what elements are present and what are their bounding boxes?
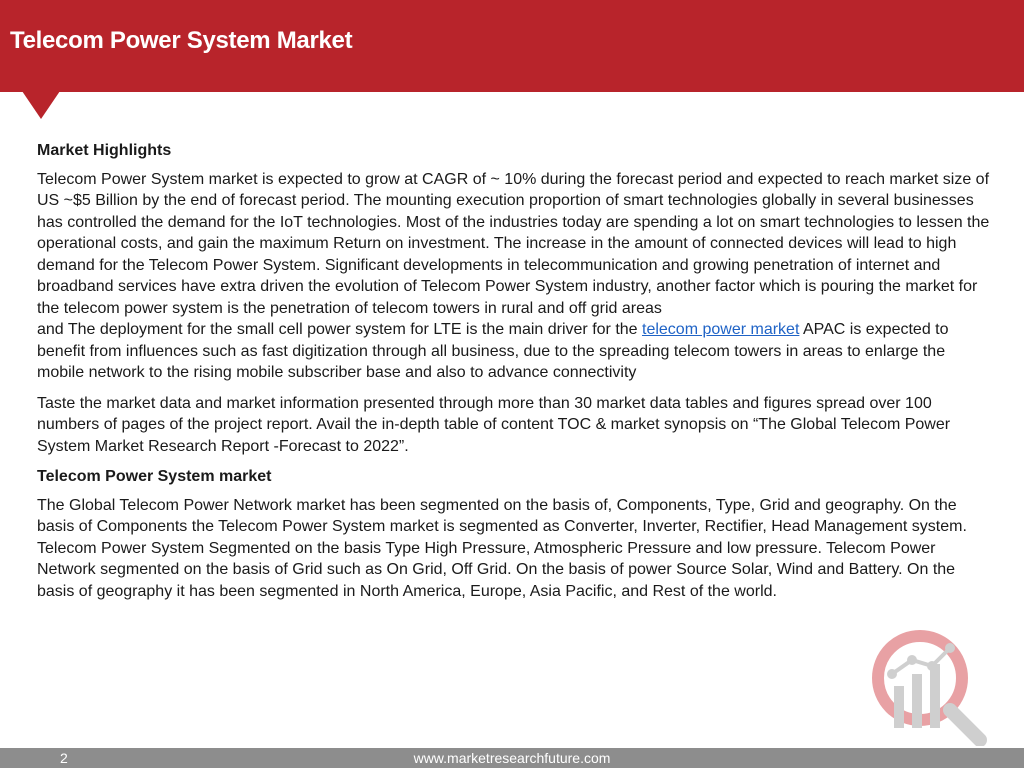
market-highlights-heading: Market Highlights [37, 142, 172, 159]
report-info-paragraph: Taste the market data and market information presented through more than 30 market data tables and figures spread over 100 numbers of pages of the project report. Avail the in-depth table of content TOC & market synopsis on “The Global Telecom Power System Market Research Report -Forecast to 2022”. [37, 394, 951, 455]
highlights-text-continued: and The deployment for the small cell power system for LTE is the main driver for the [37, 321, 642, 338]
page-title: Telecom Power System Market [10, 27, 353, 54]
footer-url[interactable]: www.marketresearchfuture.com [413, 750, 611, 766]
header-bar [0, 0, 1024, 92]
highlights-paragraph [37, 169, 992, 384]
page-number: 2 [60, 750, 68, 766]
content-body [37, 140, 992, 611]
highlights-text-end: APAC is expected to benefit from influences such as fast digitization through all business, due to the spreading telecom towers in areas to enlarge the mobile network to the rising mobile subscriber base and also to advance connectivity [37, 321, 949, 381]
highlights-text: Telecom Power System market is expected to grow at CAGR of ~ 10% during the forecast period and expected to reach market size of US ~$5 Billion by the end of forecast period. The mounting execution proportion of smart technologies globally in several businesses has controlled the demand for the IoT technologies. Most of the industries today are spending a lot on smart technologies to lessen the operational costs, and gain the maximum Return on investment. The increase in the amount of connected devices will lead to high demand for the Telecom Power System. Significant developments in telecommunication and growing penetration of internet and broadband services have extra driven the evolution of Telecom Power System industry, another factor which is pouring the market for the telecom power system is the penetration of telecom towers in rural and off grid areas [37, 170, 990, 317]
magnifier-chart-logo-icon [862, 626, 992, 746]
segment-heading: Telecom Power System market [37, 468, 272, 485]
header-pointer [22, 91, 60, 119]
segmentation-paragraph: The Global Telecom Power Network market has been segmented on the basis of, Components, Type, Grid and geography. On the basis of Components the Telecom Power System market is segmented as Converter, Inverter, Rectifier, Head Management system. Telecom Power System Segmented on the basis Type High Pressure, Atmospheric Pressure and low pressure. Telecom Power Network segmented on the basis of Grid such as On Grid, Off Grid. On the basis of power Source Solar, Wind and Battery. On the basis of geography it has been segmented in North America, Europe, Asia Pacific, and Rest of the world. [37, 496, 967, 600]
telecom-power-market-link[interactable]: telecom power market [642, 321, 800, 338]
